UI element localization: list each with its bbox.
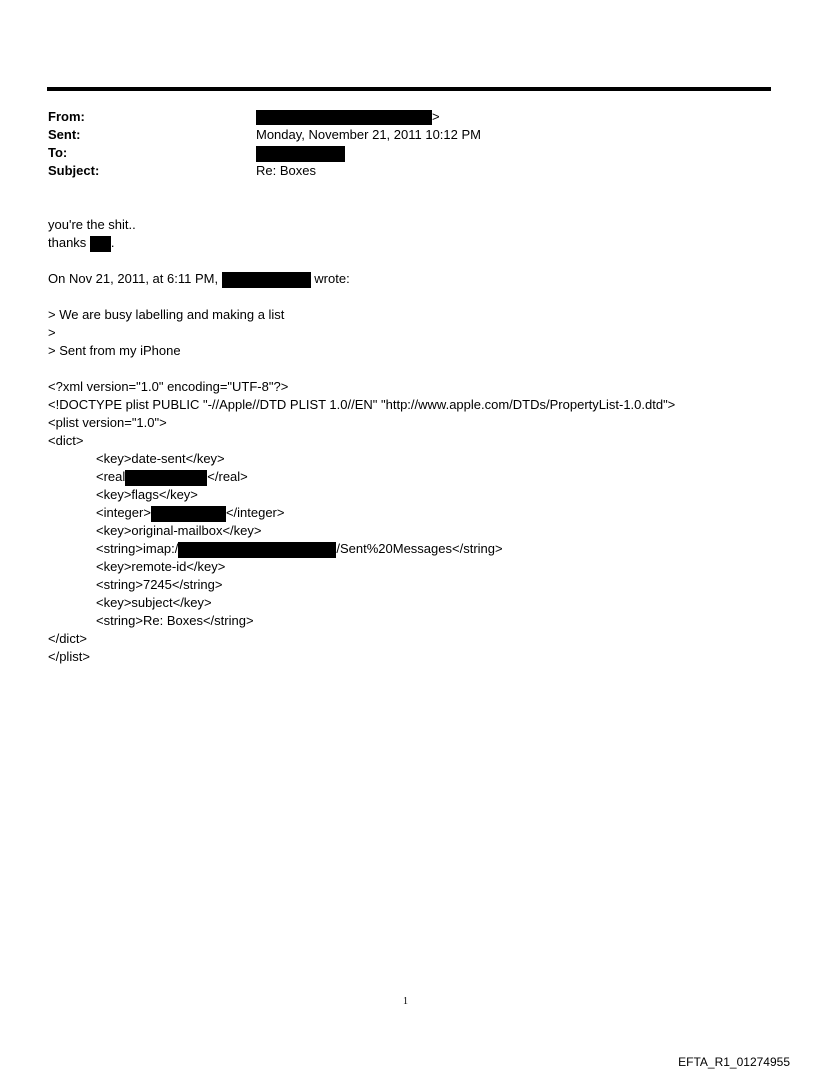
redaction-box bbox=[222, 272, 311, 288]
plist-line: <key>date-sent</key> bbox=[96, 451, 225, 466]
plist-line: <string>Re: Boxes</string> bbox=[96, 613, 254, 628]
plist-line: </plist> bbox=[48, 649, 90, 664]
subject-label: Subject: bbox=[48, 163, 100, 178]
sent-label: Sent: bbox=[48, 127, 81, 142]
to-label: To: bbox=[48, 145, 68, 160]
plist-line: <integer> </integer> bbox=[96, 505, 285, 520]
redaction-box bbox=[125, 470, 207, 486]
quote-header: On Nov 21, 2011, at 6:11 PM, wrote: bbox=[48, 271, 350, 286]
plist-line: <key>flags</key> bbox=[96, 487, 198, 502]
plist-line: <key>subject</key> bbox=[96, 595, 212, 610]
page-number: 1 bbox=[403, 996, 408, 1007]
redaction-box bbox=[178, 542, 336, 558]
plist-line: <!DOCTYPE plist PUBLIC "-//Apple//DTD PLIST 1.0//EN" "http://www.apple.com/DTDs/PropertyList-1.0.dtd"> bbox=[48, 397, 676, 412]
redaction-box bbox=[90, 236, 111, 252]
from-value: > bbox=[256, 108, 440, 126]
subject-value: Re: Boxes bbox=[256, 163, 316, 178]
bates-number: EFTA_R1_01274955 bbox=[678, 1055, 790, 1069]
quoted-line: > Sent from my iPhone bbox=[48, 343, 181, 358]
quoted-line: > We are busy labelling and making a list bbox=[48, 307, 285, 322]
body-line: thanks . bbox=[48, 235, 115, 250]
redaction-box bbox=[256, 110, 432, 125]
plist-line: <plist version="1.0"> bbox=[48, 415, 167, 430]
from-label: From: bbox=[48, 109, 85, 124]
plist-line: <string>7245</string> bbox=[96, 577, 223, 592]
redaction-box bbox=[151, 506, 226, 522]
plist-line: <key>original-mailbox</key> bbox=[96, 523, 262, 538]
header-rule bbox=[47, 87, 771, 91]
to-value bbox=[256, 144, 345, 162]
redaction-box bbox=[256, 146, 345, 162]
plist-line: <real </real> bbox=[96, 469, 248, 484]
quoted-line: > bbox=[48, 325, 56, 340]
plist-line: </dict> bbox=[48, 631, 88, 646]
plist-line: <dict> bbox=[48, 433, 84, 448]
plist-line: <string>imap:/ /Sent%20Messages</string> bbox=[96, 541, 503, 556]
body-line: you're the shit.. bbox=[48, 217, 136, 232]
sent-value: Monday, November 21, 2011 10:12 PM bbox=[256, 127, 481, 142]
plist-line: <key>remote-id</key> bbox=[96, 559, 226, 574]
plist-line: <?xml version="1.0" encoding="UTF-8"?> bbox=[48, 379, 289, 394]
